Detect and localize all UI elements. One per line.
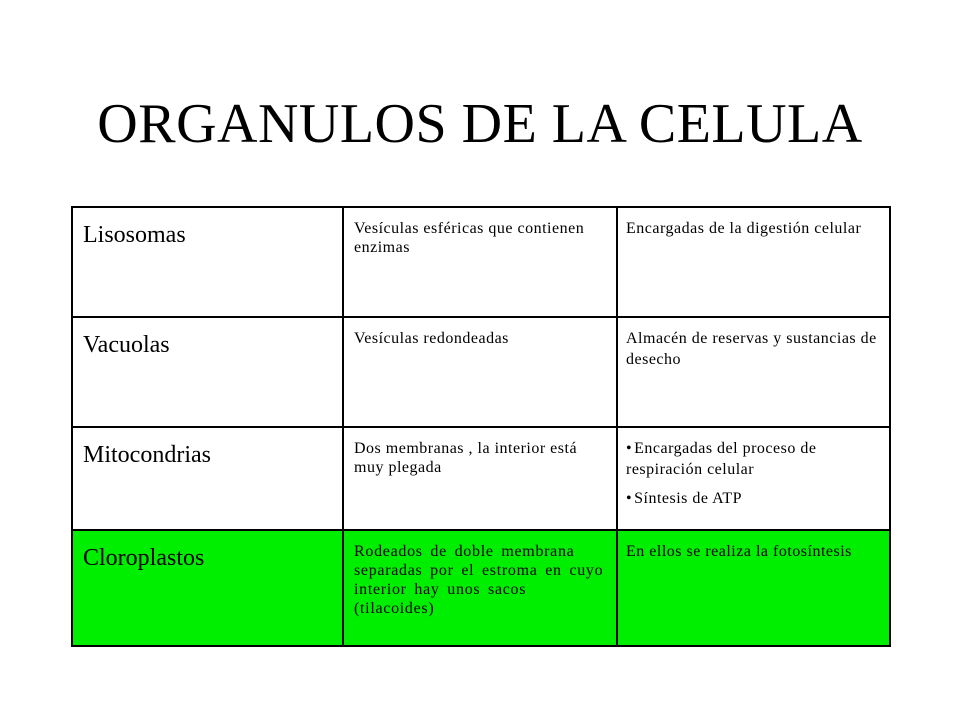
organelles-table: [71, 206, 891, 647]
slide-title: ORGANULOS DE LA CELULA: [97, 93, 863, 155]
organelle-name: Vacuolas: [83, 332, 170, 358]
organelle-name: Lisosomas: [83, 222, 186, 248]
function-bullet-item: [626, 438, 879, 480]
bullet-icon: •: [626, 490, 633, 507]
organelle-description: Vesículas redondeadas: [354, 330, 509, 347]
organelle-description: Dos membranas , la interior está muy plegada: [354, 440, 578, 476]
organelle-name-cell: [72, 530, 343, 646]
organelle-name: Cloroplastos: [83, 545, 205, 571]
organelle-function-cell: [617, 427, 890, 530]
table-row-lisosomas: [72, 207, 890, 317]
organelle-description: Rodeados de doble membrana separadas por el estroma en cuyo interior hay unos sacos (tilacoides): [354, 543, 604, 617]
organelle-name-cell: [72, 427, 343, 530]
function-text: En ellos se realiza la fotosíntesis: [626, 543, 852, 560]
organelle-name-cell: [72, 207, 343, 317]
organelle-function-cell: [617, 317, 890, 427]
organelle-function: [618, 531, 889, 562]
organelle-function-cell: [617, 530, 890, 646]
table-row-mitocondrias: [72, 427, 890, 530]
organelle-description-cell: [343, 317, 617, 427]
organelle-function: [618, 208, 889, 239]
function-text: Almacén de reservas y sustancias de desecho: [626, 330, 877, 368]
organelle-function-cell: [617, 207, 890, 317]
organelle-description-cell: [343, 427, 617, 530]
table-row-vacuolas: [72, 317, 890, 427]
function-text: Síntesis de ATP: [634, 490, 743, 507]
bullet-icon: •: [626, 440, 633, 457]
organelle-name: Mitocondrias: [83, 442, 211, 468]
organelle-function: [618, 318, 889, 370]
organelle-function: [618, 428, 889, 509]
function-bullet-item: [626, 488, 879, 509]
function-text: Encargadas del proceso de respiración celular: [626, 440, 817, 478]
table-row-cloroplastos: [72, 530, 890, 646]
organelle-name-cell: [72, 317, 343, 427]
organelle-description-cell: [343, 530, 617, 646]
organelle-description-cell: [343, 207, 617, 317]
function-text: Encargadas de la digestión celular: [626, 220, 862, 237]
organelle-description: Vesículas esféricas que contienen enzimas: [354, 220, 585, 256]
